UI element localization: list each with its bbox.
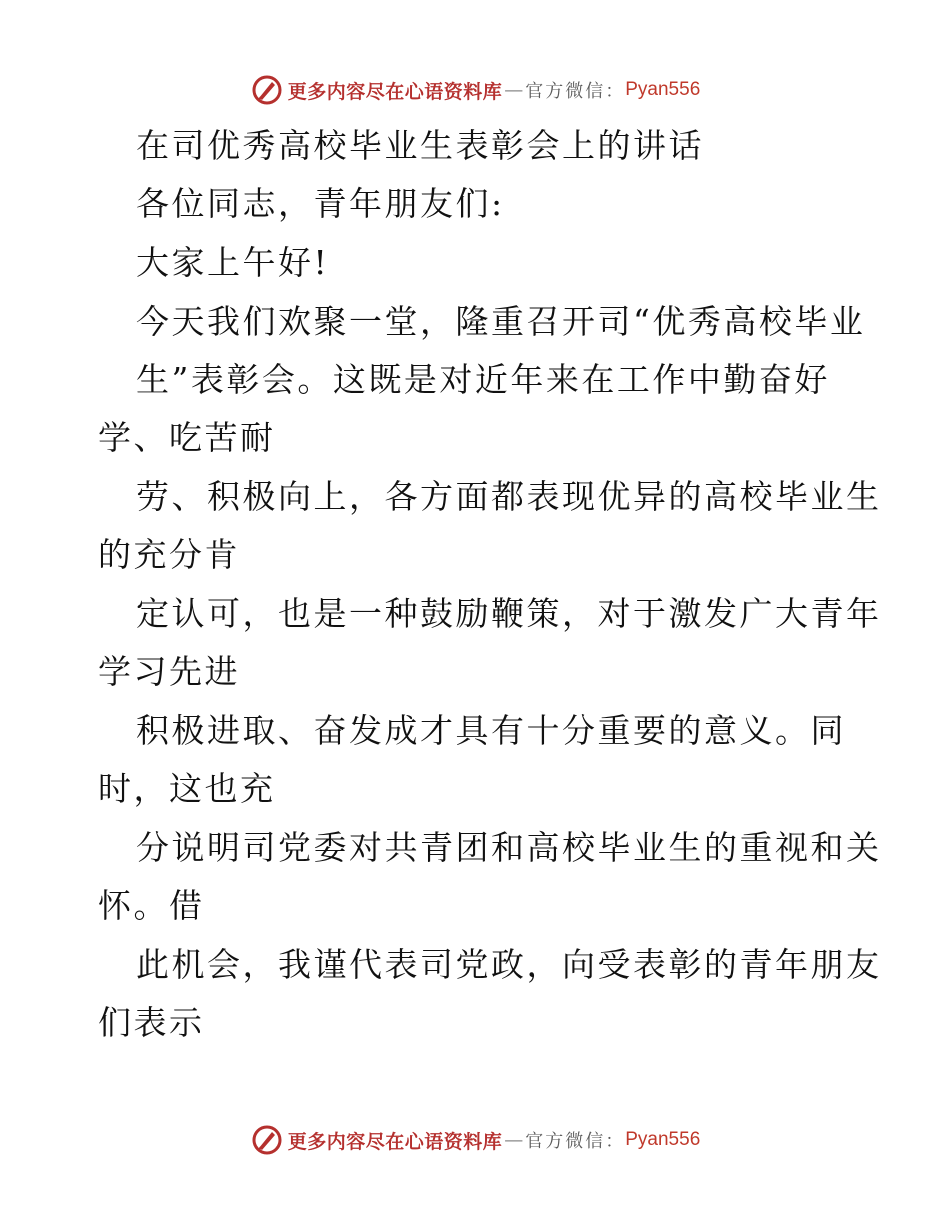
watermark-brand-text: 更多内容尽在心语资料库: [287, 1130, 503, 1153]
text-line: 分说明司党委对共青团和高校毕业生的重视和关: [136, 828, 882, 867]
watermark-label: 官方微信：: [525, 81, 626, 102]
watermark-brand-text: 更多内容尽在心语资料库: [287, 80, 503, 103]
text-line: 今天我们欢聚一堂，隆重召开司“优秀高校毕业: [136, 302, 866, 341]
text-line: 定认可，也是一种鼓励鞭策，对于激发广大青年: [136, 594, 882, 633]
text-line: 各位同志，青年朋友们:: [136, 184, 505, 223]
text-line: 学、吃苦耐: [98, 418, 276, 457]
text-line: 怀。借: [98, 886, 205, 925]
text-line: 的充分肯: [98, 535, 240, 574]
quill-logo-icon: [250, 1123, 284, 1157]
text-line: 生”表彰会。这既是对近年来在工作中勤奋好: [136, 360, 830, 399]
document-title: 在司优秀高校毕业生表彰会上的讲话: [136, 126, 704, 165]
watermark-label: 官方微信：: [525, 1131, 626, 1152]
footer-watermark: [0, 1120, 950, 1160]
watermark-id: Pyan556: [625, 79, 701, 100]
text-line: 此机会，我谨代表司党政，向受表彰的青年朋友: [136, 945, 882, 984]
text-line: 大家上午好!: [136, 243, 330, 282]
watermark-separator: —: [504, 1129, 524, 1151]
text-line: 积极进取、奋发成才具有十分重要的意义。同: [136, 711, 846, 750]
text-line: 劳、积极向上，各方面都表现优异的高校毕业生: [136, 477, 882, 516]
text-line: 学习先进: [98, 652, 240, 691]
watermark-id: Pyan556: [625, 1129, 701, 1150]
header-watermark: [0, 70, 950, 110]
text-line: 们表示: [98, 1003, 205, 1042]
text-line: 时，这也充: [98, 769, 276, 808]
watermark-separator: —: [504, 79, 524, 101]
quill-logo-icon: [250, 73, 284, 107]
